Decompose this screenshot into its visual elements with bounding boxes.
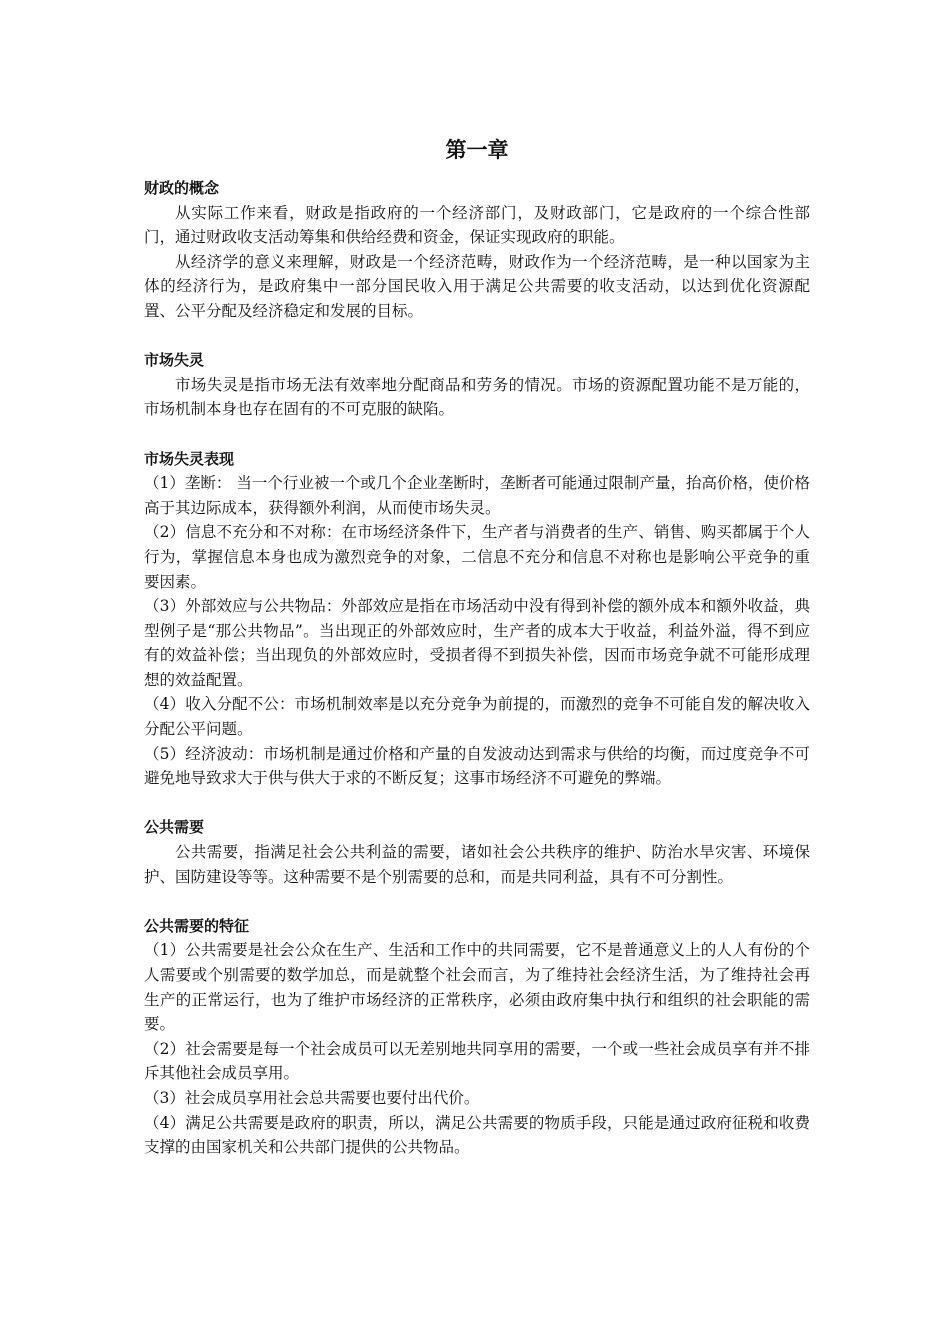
section-heading: 市场失灵: [144, 351, 205, 370]
chapter-title: 第一章: [445, 138, 509, 162]
spacer: [144, 324, 810, 349]
section-market-failure: [144, 348, 810, 422]
section-heading: 公共需要: [144, 818, 205, 837]
section-heading: 市场失灵表现: [144, 449, 235, 468]
list-item: （2）信息不充分和不对称：在市场经济条件下，生产者与消费者的生产、销售、购买都属于个人行为，掌握信息本身也成为激烈竞争的对象，二信息不充分和信息不对称也是影响公平竞争的重要因素。: [144, 523, 810, 591]
paragraph: 从经济学的意义来理解，财政是一个经济范畴，财政作为一个经济范畴，是一种以国家为主体的经济行为，是政府集中一部分国民收入用于满足公共需要的收支活动，以达到优化资源配置、公平分配及经济稳定和发展的目标。: [144, 252, 810, 320]
section-public-needs-features: [144, 914, 810, 1160]
list-item: （4）收入分配不公：市场机制效率是以充分竞争为前提的，而激烈的竞争不可能自发的解决收入分配公平问题。: [144, 695, 810, 739]
section-public-needs: [144, 815, 810, 889]
section-heading: 财政的概念: [144, 179, 220, 197]
paragraph: 从实际工作来看，财政是指政府的一个经济部门，及财政部门，它是政府的一个综合性部门，通过财政收支活动筹集和供给经费和资金，保证实现政府的职能。: [144, 203, 810, 247]
paragraph: 公共需要，指满足社会公共利益的需要，诸如社会公共秩序的维护、防治水旱灾害、环境保护、国防建设等等。这种需要不是个别需要的总和，而是共同利益，具有不可分割性。: [144, 843, 810, 886]
list-item: （1）垄断： 当一个行业被一个或几个企业垄断时，垄断者可能通过限制产量，抬高价格，使价格高于其边际成本，获得额外利润，从而使市场失灵。: [144, 474, 810, 517]
spacer: [144, 791, 810, 816]
spacer: [144, 889, 810, 914]
list-item: （4）满足公共需要是政府的职责，所以，满足公共需要的物质手段，只能是通过政府征税和收费支撑的由国家机关和公共部门提供的公共物品。: [144, 1113, 810, 1157]
list-item: （3）社会成员享用社会总共需要也要付出代价。: [144, 1088, 480, 1107]
list-item: （1）公共需要是社会公众在生产、生活和工作中的共同需要，它不是普通意义上的人人有份的个人需要或个别需要的数学加总，而是就整个社会而言，为了维持社会经济生活，为了维持社会再生产的正常运行，也为了维护市场经济的正常秩序，必须由政府集中执行和组织的社会职能的需要。: [144, 941, 810, 1034]
section-heading: 公共需要的特征: [144, 916, 250, 935]
list-item: （5）经济波动：市场机制是通过价格和产量的自发波动达到需求与供给的均衡，而过度竞争不可 避免地导致求大于供与供大于求的不断反复；这事市场经济不可避免的弊端。: [144, 744, 810, 788]
list-item: （2）社会需要是每一个社会成员可以无差别地共同享用的需要，一个或一些社会成员享有并不排斥其他社会成员享用。: [144, 1039, 810, 1083]
list-item: （3）外部效应与公共物品：外部效应是指在市场活动中没有得到补偿的额外成本和额外收益，典型例子是“那公共物品”。当出现正的外部效应时，生产者的成本大于收益，利益外溢，得不到应有的效益补偿；当出现负的外部效应时，受损者得不到损失补偿，因而市场竞争就不可能形成理想的效益配置。: [144, 597, 810, 689]
section-finance-concept: [144, 176, 810, 324]
document-page: [144, 136, 810, 1160]
section-market-failure-forms: [144, 447, 810, 791]
spacer: [144, 422, 810, 447]
paragraph: 市场失灵是指市场无法有效率地分配商品和劳务的情况。市场的资源配置功能不是万能的，市场机制本身也存在固有的不可克服的缺陷。: [144, 375, 810, 419]
